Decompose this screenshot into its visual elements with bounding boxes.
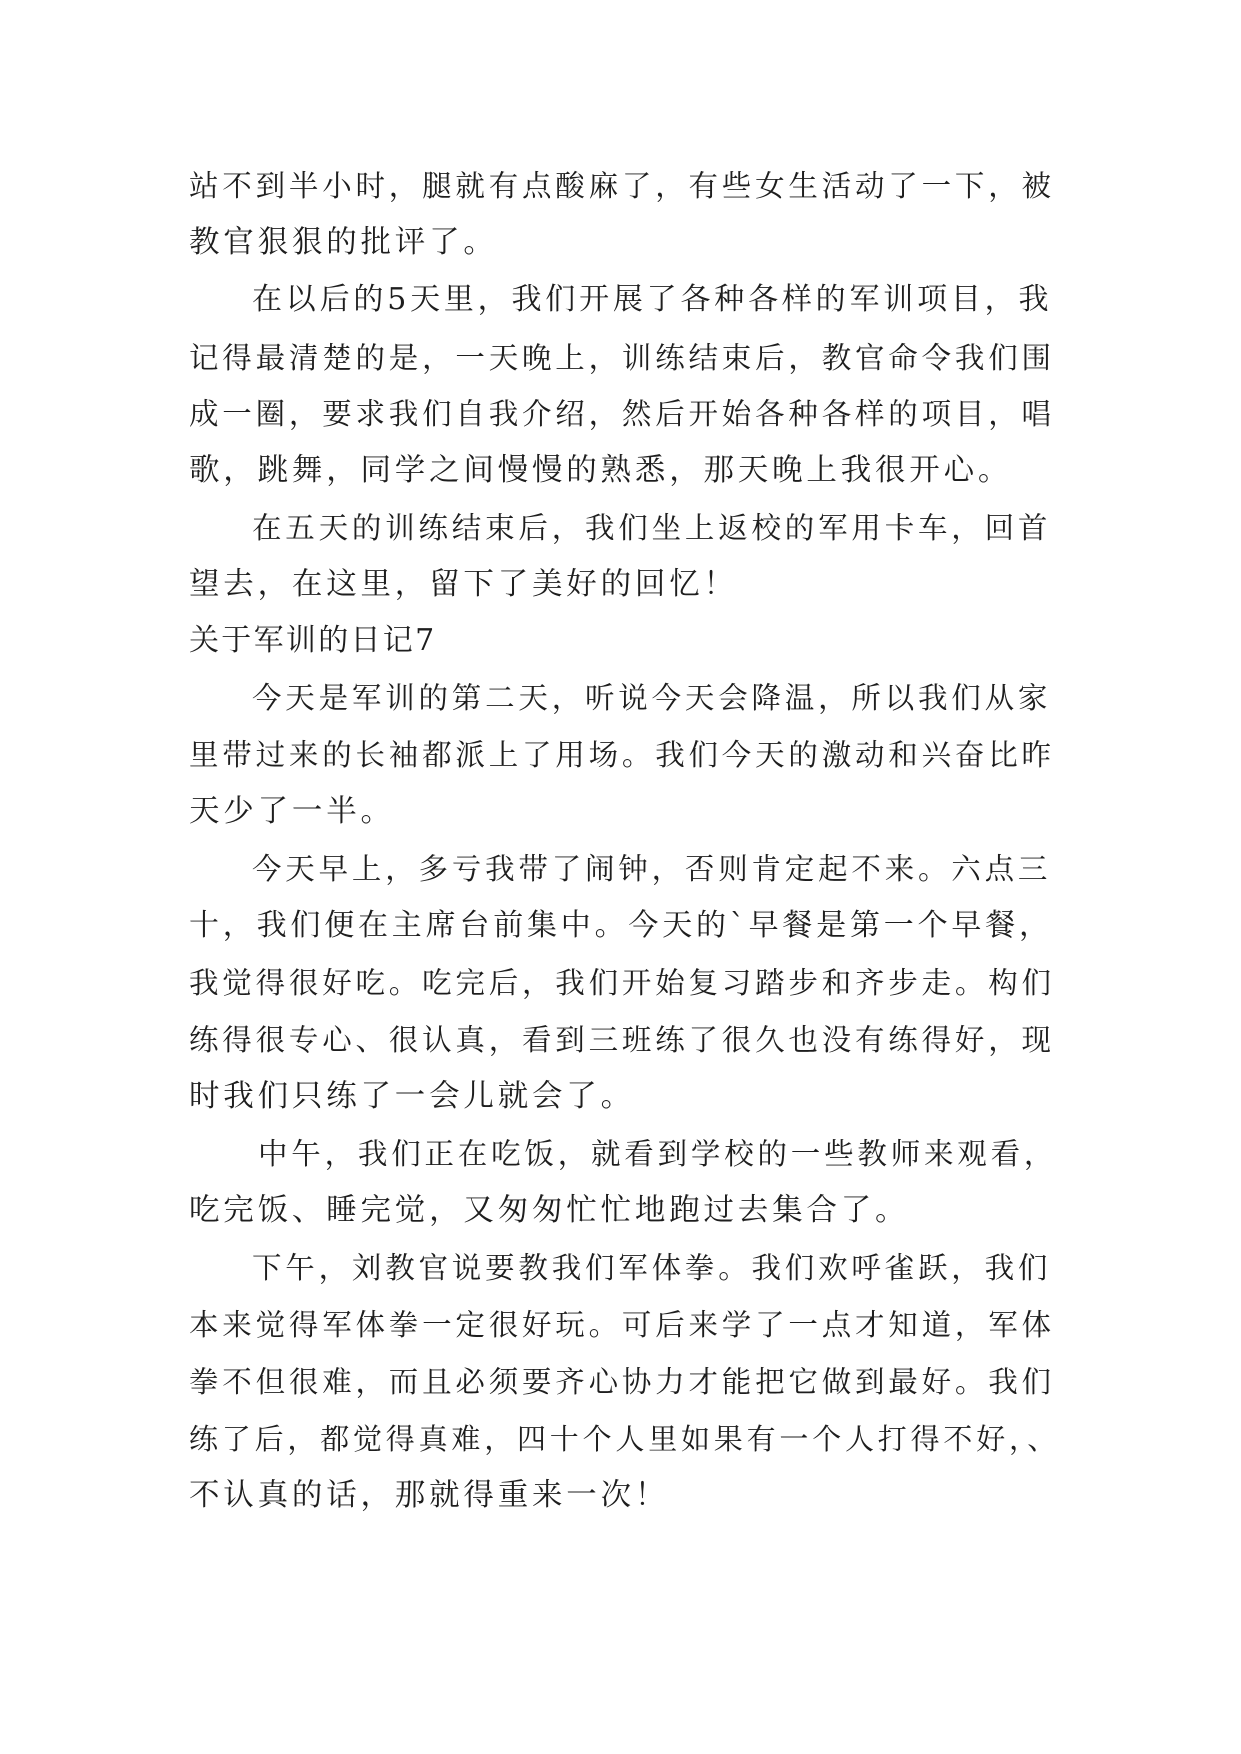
body-line: 不认真的话，那就得重来一次！ [189, 1478, 670, 1513]
body-line: 成一圈，要求我们自我介绍，然后开始各种各样的项目，唱 [189, 397, 1055, 431]
paragraph-first-line: 在以后的5天里，我们开展了各种各样的军训项目，我 [252, 282, 1053, 317]
body-line: 天少了一半。 [189, 794, 395, 829]
body-line: 拳不但很难，而且必须要齐心协力才能把它做到最好。我们 [189, 1365, 1055, 1399]
section-heading: 关于军训的日记7 [189, 623, 437, 658]
paragraph-first-line: 今天早上，多亏我带了闹钟，否则肯定起不来。六点三 [252, 852, 1052, 886]
body-line: 十，我们便在主席台前集中。今天的`早餐是第一个早餐， [189, 908, 1053, 943]
body-line: 望去，在这里，留下了美好的回忆！ [189, 567, 738, 602]
body-line: 本来觉得军体拳一定很好玩。可后来学了一点才知道，军体 [189, 1308, 1055, 1342]
body-line: 记得最清楚的是，一天晚上，训练结束后，教官命令我们围 [189, 341, 1055, 375]
paragraph-first-line: 下午，刘教官说要教我们军体拳。我们欢呼雀跃，我们 [252, 1251, 1052, 1285]
body-line: 里带过来的长袖都派上了用场。我们今天的激动和兴奋比昨 [189, 738, 1055, 772]
paragraph-first-line: 在五天的训练结束后，我们坐上返校的军用卡车，回首 [252, 511, 1052, 545]
body-line: 我觉得很好吃。吃完后，我们开始复习踏步和齐步走。构们 [189, 966, 1055, 1000]
body-line: 教官狠狠的批评了。 [189, 225, 498, 260]
body-line: 时我们只练了一会儿就会了。 [189, 1079, 635, 1114]
paragraph-first-line: 中午，我们正在吃饭，就看到学校的一些教师来观看， [258, 1137, 1058, 1171]
body-line: 站不到半小时，腿就有点酸麻了，有些女生活动了一下，被 [189, 169, 1055, 203]
body-line: 练得很专心、很认真，看到三班练了很久也没有练得好，现 [189, 1023, 1055, 1057]
paragraph-first-line: 今天是军训的第二天，听说今天会降温，所以我们从家 [252, 681, 1052, 715]
body-line: 吃完饭、睡完觉，又匆匆忙忙地跑过去集合了。 [189, 1193, 910, 1228]
body-line: 练了后，都觉得真难，四十个人里如果有一个人打得不好，、 [189, 1422, 1061, 1456]
body-line: 歌，跳舞，同学之间慢慢的熟悉，那天晚上我很开心。 [189, 453, 1013, 488]
